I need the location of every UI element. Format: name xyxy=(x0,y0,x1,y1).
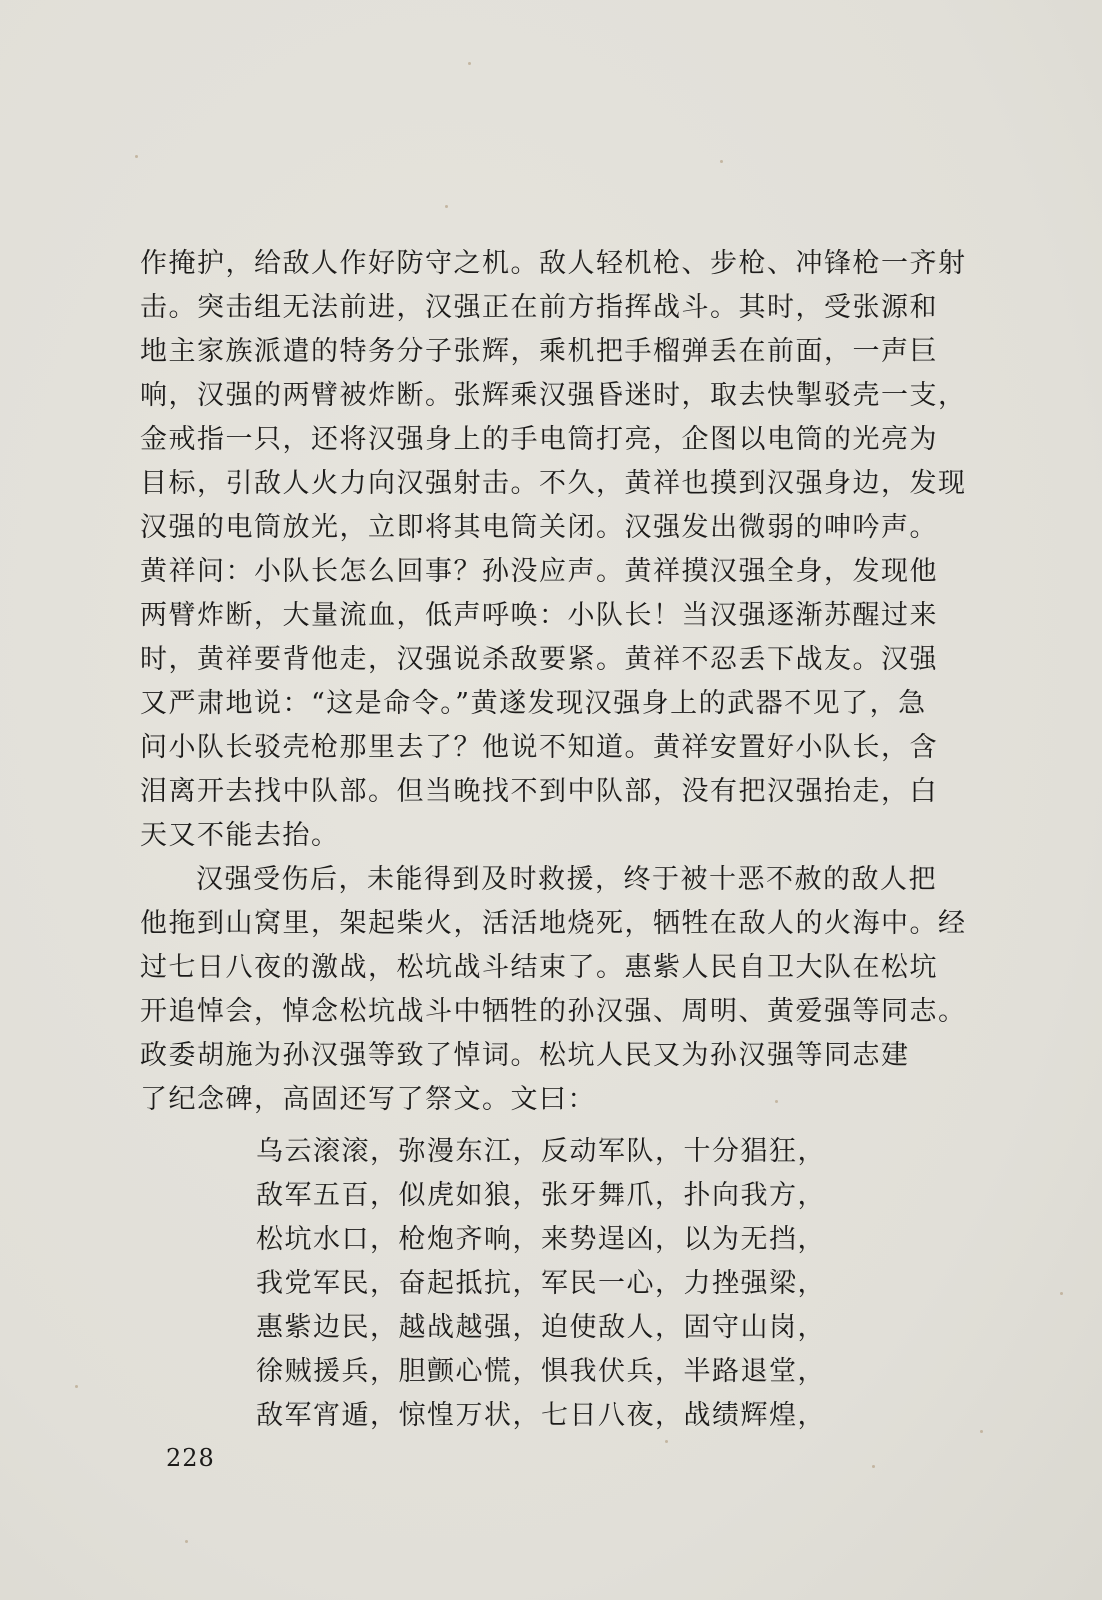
text-line: 他拖到山窝里，架起柴火，活活地烧死，牺牲在敌人的火海中。经 xyxy=(140,908,967,939)
paper-speck xyxy=(135,155,138,158)
poem-line: 敌军宵遁，惊惶万状，七日八夜，战绩辉煌， xyxy=(256,1400,826,1431)
poem-line: 松坑水口，枪炮齐响，来势逞凶，以为无挡， xyxy=(256,1224,826,1255)
text-line: 开追悼会，悼念松坑战斗中牺牲的孙汉强、周明、黄爱强等同志。 xyxy=(140,996,967,1027)
paper-speck xyxy=(665,1440,668,1443)
text-line: 天又不能去抬。 xyxy=(140,820,340,851)
text-line: 地主家族派遣的特务分子张辉，乘机把手榴弹丢在前面，一声巨 xyxy=(140,336,938,367)
text-line: 问小队长驳壳枪那里去了？他说不知道。黄祥安置好小队长，含 xyxy=(140,732,938,763)
page-number: 228 xyxy=(166,1444,215,1472)
poem-line: 惠紫边民，越战越强，迫使敌人，固守山岗， xyxy=(256,1312,826,1343)
poem-line: 乌云滚滚，弥漫东江，反动军队，十分猖狂， xyxy=(256,1136,826,1167)
text-line: 两臂炸断，大量流血，低声呼唤：小队长！当汉强逐渐苏醒过来 xyxy=(140,600,938,631)
text-line: 汉强的电筒放光，立即将其电筒关闭。汉强发出微弱的呻吟声。 xyxy=(140,512,938,543)
text-line: 金戒指一只，还将汉强身上的手电筒打亮，企图以电筒的光亮为 xyxy=(140,424,938,455)
paper-speck xyxy=(720,160,723,163)
paper-speck xyxy=(872,1465,875,1468)
text-line: 又严肃地说：“这是命令。”黄遂发现汉强身上的武器不见了，急 xyxy=(140,688,927,719)
paper-speck xyxy=(980,1430,983,1433)
paragraph-start-line: 汉强受伤后，未能得到及时救援，终于被十恶不赦的敌人把 xyxy=(196,864,937,895)
paper-speck xyxy=(1060,1292,1063,1295)
text-line: 目标，引敌人火力向汉强射击。不久，黄祥也摸到汉强身边，发现 xyxy=(140,468,967,499)
paper-speck xyxy=(75,1385,78,1388)
text-line: 时，黄祥要背他走，汉强说杀敌要紧。黄祥不忍丢下战友。汉强 xyxy=(140,644,938,675)
text-line: 泪离开去找中队部。但当晚找不到中队部，没有把汉强抬走，白 xyxy=(140,776,938,807)
text-line: 了纪念碑，高固还写了祭文。文曰： xyxy=(140,1084,596,1115)
paper-speck xyxy=(445,205,448,208)
text-line: 过七日八夜的激战，松坑战斗结束了。惠紫人民自卫大队在松坑 xyxy=(140,952,938,983)
text-line: 击。突击组无法前进，汉强正在前方指挥战斗。其时，受张源和 xyxy=(140,292,938,323)
text-line: 响，汉强的两臂被炸断。张辉乘汉强昏迷时，取去快掣驳壳一支， xyxy=(140,380,967,411)
poem-line: 敌军五百，似虎如狼，张牙舞爪，扑向我方， xyxy=(256,1180,826,1211)
text-line: 黄祥问：小队长怎么回事？孙没应声。黄祥摸汉强全身，发现他 xyxy=(140,556,938,587)
text-line: 作掩护，给敌人作好防守之机。敌人轻机枪、步枪、冲锋枪一齐射 xyxy=(140,248,967,279)
body-text xyxy=(140,242,967,1122)
elegy-poem xyxy=(256,1130,856,1438)
paper-speck xyxy=(468,62,471,65)
poem-line: 徐贼援兵，胆颤心慌，惧我伏兵，半路退堂， xyxy=(256,1356,826,1387)
paper-speck xyxy=(185,1540,188,1543)
poem-line: 我党军民，奋起抵抗，军民一心，力挫强梁， xyxy=(256,1268,826,1299)
text-line: 政委胡施为孙汉强等致了悼词。松坑人民又为孙汉强等同志建 xyxy=(140,1040,910,1071)
